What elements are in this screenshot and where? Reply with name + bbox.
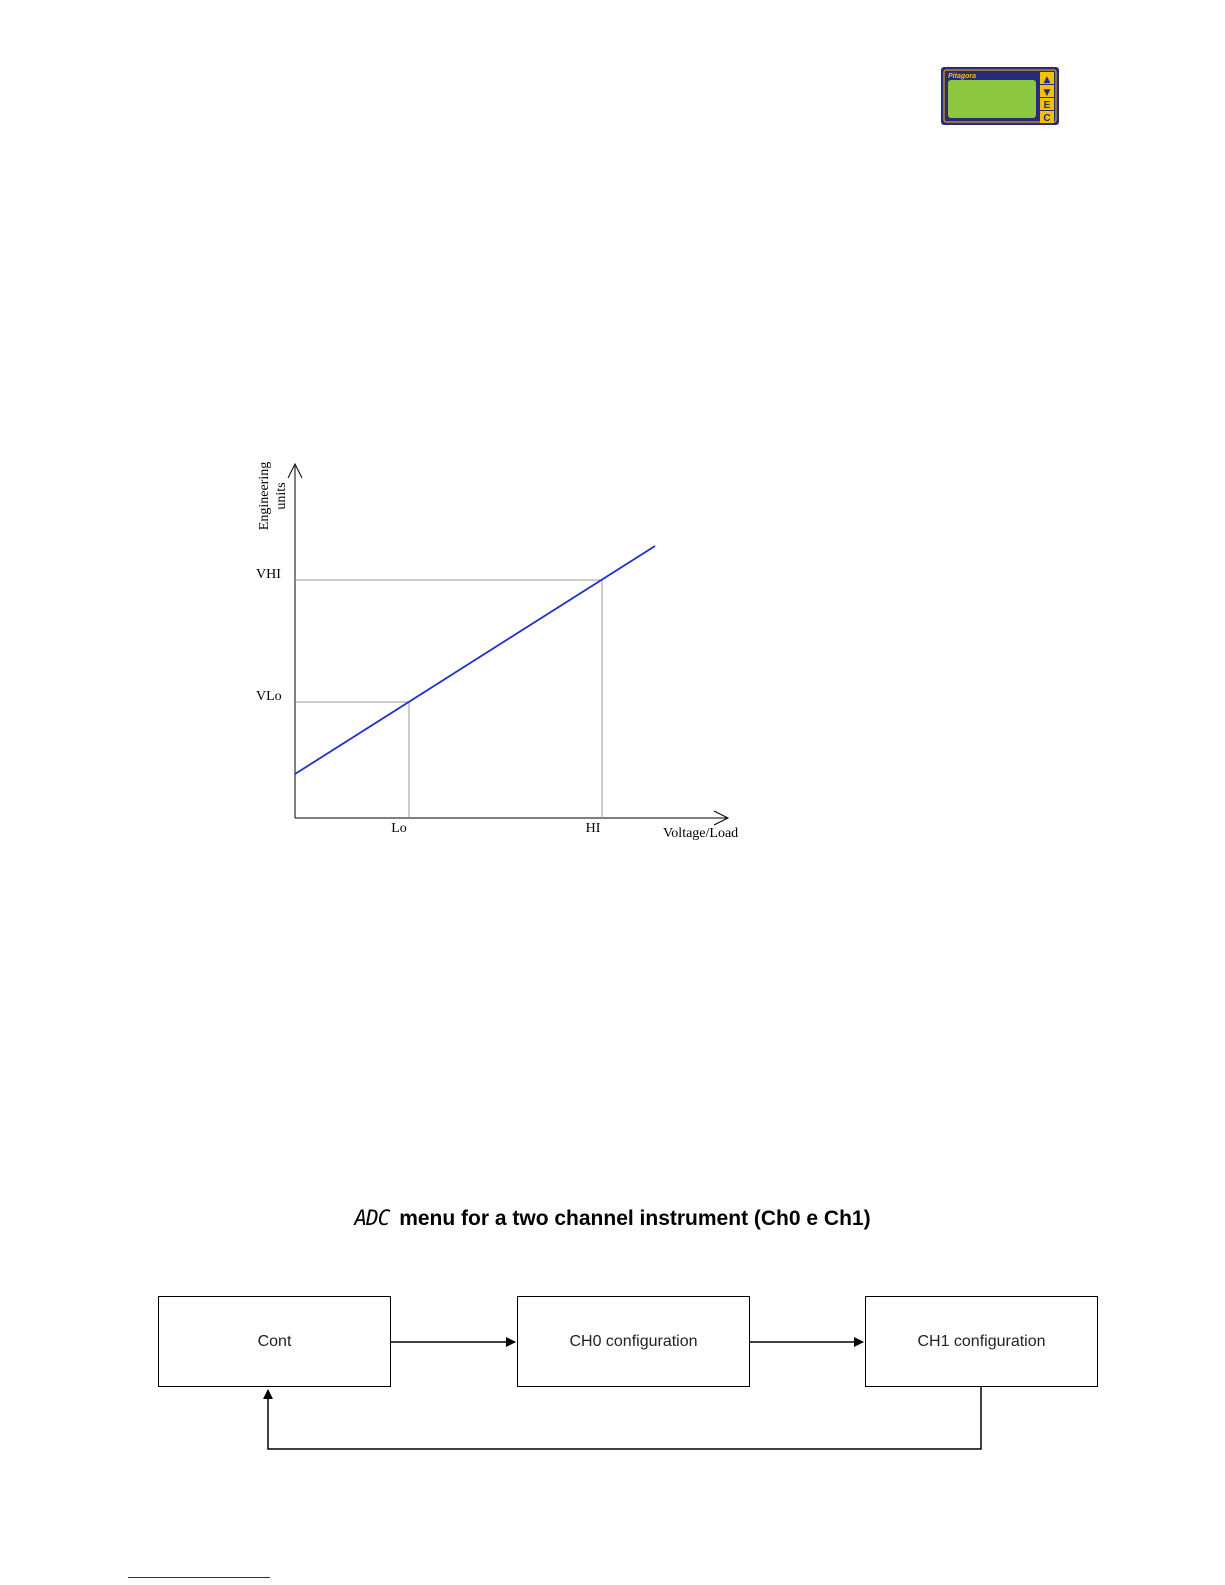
svg-text:▼: ▼ (1043, 88, 1051, 98)
y-axis-label-line2: units (274, 482, 289, 510)
scaling-chart (162, 428, 852, 880)
adc-segment-label: ADC (354, 1206, 390, 1230)
diagram-connectors (0, 1280, 1225, 1460)
x-tick-hi: HI (585, 821, 601, 836)
footer-link-underline (128, 1577, 270, 1578)
pitagora-logo (940, 66, 1060, 126)
y-tick-vhi: VHI (256, 567, 281, 582)
ch1-box-label: CH1 configuration (917, 1332, 1046, 1350)
cont-box-label: Cont (257, 1332, 292, 1350)
arrow-ch1-back-to-cont (268, 1387, 981, 1449)
y-axis-label-line1: Engineering (257, 461, 272, 531)
svg-text:▲: ▲ (1043, 75, 1051, 85)
y-tick-vlo: VLo (256, 689, 282, 704)
svg-text:E: E (1043, 100, 1051, 111)
menu-diagram-title (0, 1206, 1225, 1231)
svg-text:Pitagora: Pitagora (948, 73, 977, 80)
svg-text:C: C (1043, 113, 1051, 124)
x-axis-label: Voltage/Load (663, 826, 739, 841)
menu-title-text: menu for a two channel instrument (Ch0 e Ch1) (399, 1207, 871, 1230)
x-tick-lo: Lo (391, 821, 407, 836)
ch0-box-label: CH0 configuration (569, 1332, 698, 1350)
